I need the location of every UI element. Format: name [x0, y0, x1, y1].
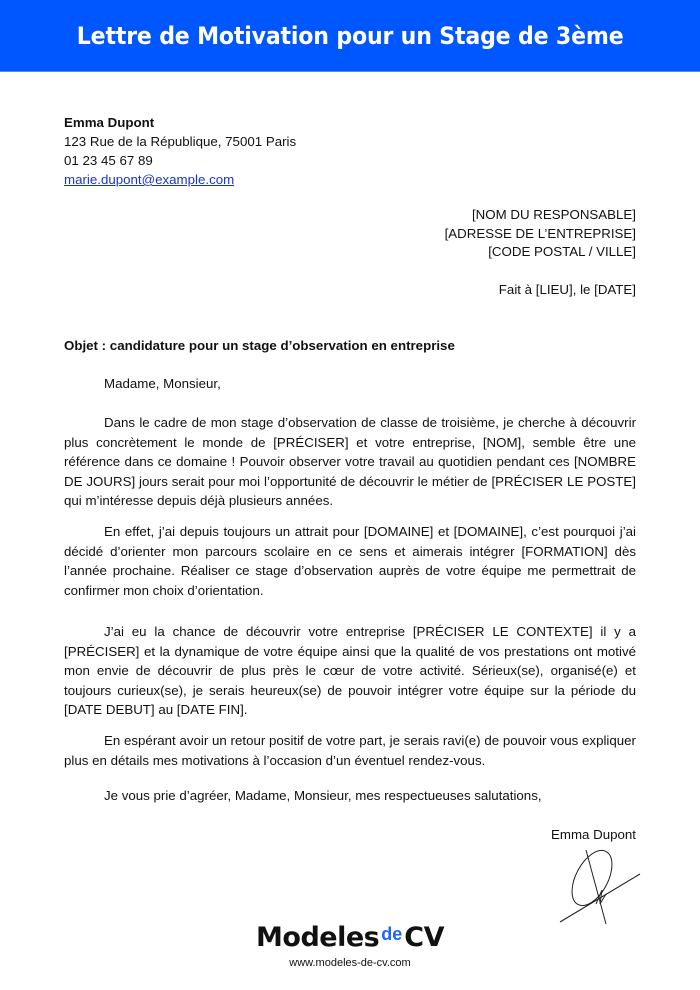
paragraph-text: Dans le cadre de mon stage d’observation de classe de troisième, je cherche à découvrir plus concrètement le monde de [PRÉCISER] et votre entreprise, [NOM], semble être une référence dans ce domaine ! Pouvoir observer votre travail au quotidien pendant ces [NOMBRE DE JOURS] jours serait pour moi l’opportunité de découvrir le métier de [PRÉCISER LE POSTE] qui m’intéresse depuis déjà plusieurs années. [64, 415, 636, 508]
sender-block [64, 113, 296, 189]
recipient-city: [CODE POSTAL / VILLE] [488, 244, 636, 259]
sender-phone: 01 23 45 67 89 [64, 153, 153, 168]
page-title: Lettre de Motivation pour un Stage de 3ème [76, 21, 624, 50]
date-line: Fait à [LIEU], le [DATE] [498, 282, 636, 297]
footer-url: www.modeles-de-cv.com [289, 957, 411, 969]
paragraph-4 [64, 731, 636, 770]
signature-name: Emma Dupont [551, 827, 636, 842]
logo-text-left: Modeles [256, 922, 380, 953]
closing [64, 786, 636, 806]
sender-email-link[interactable]: marie.dupont@example.com [64, 172, 235, 187]
paragraph-1 [64, 413, 636, 511]
logo-text-middle: de [381, 924, 403, 944]
handwritten-signature-icon [558, 846, 648, 926]
title-banner [0, 0, 700, 72]
closing-text: Je vous prie d’agréer, Madame, Monsieur, mes respectueuses salutations, [104, 788, 542, 803]
paragraph-text: En effet, j’ai depuis toujours un attrait pour [DOMAINE] et [DOMAINE], c’est pourquoi j’ai décidé d’orienter mon parcours scolaire en ce sens et aimerais intégrer [FORMATION] dès l’année prochaine. Réaliser ce stage d’observation auprès de votre équipe me permettrait de confirmer mon choix d’orientation. [64, 524, 636, 598]
paragraph-3 [64, 622, 636, 720]
paragraph-text: J’ai eu la chance de découvrir votre entreprise [PRÉCISER LE CONTEXTE] il y a [PRÉCISER] et la dynamique de votre équipe ainsi que la qualité de vos prestations ont motivé mon envie de découvrir de plus près le cœur de votre activité. Sérieux(se), organisé(e) et toujours curieux(se), je serais heureux(se) de pouvoir intégrer votre équipe sur la période du [DATE DEBUT] au [DATE FIN]. [64, 624, 636, 717]
recipient-block [445, 206, 636, 262]
subject-line: Objet : candidature pour un stage d’observation en entreprise [64, 338, 455, 353]
footer-logo [0, 922, 700, 969]
paragraph-text: En espérant avoir un retour positif de votre part, je serais ravi(e) de pouvoir vous expliquer plus en détails mes motivations à l’occasion d’un éventuel rendez-vous. [64, 733, 636, 768]
recipient-address: [ADRESSE DE L’ENTREPRISE] [444, 225, 636, 241]
recipient-name: [NOM DU RESPONSABLE] [471, 207, 636, 222]
brand-logo [0, 922, 700, 953]
greeting-text: Madame, Monsieur, [104, 376, 221, 391]
logo-text-right: CV [404, 922, 444, 953]
greeting [64, 374, 636, 394]
paragraph-2 [64, 522, 636, 600]
sender-address: 123 Rue de la République, 75001 Paris [64, 134, 297, 149]
sender-name: Emma Dupont [64, 115, 155, 130]
